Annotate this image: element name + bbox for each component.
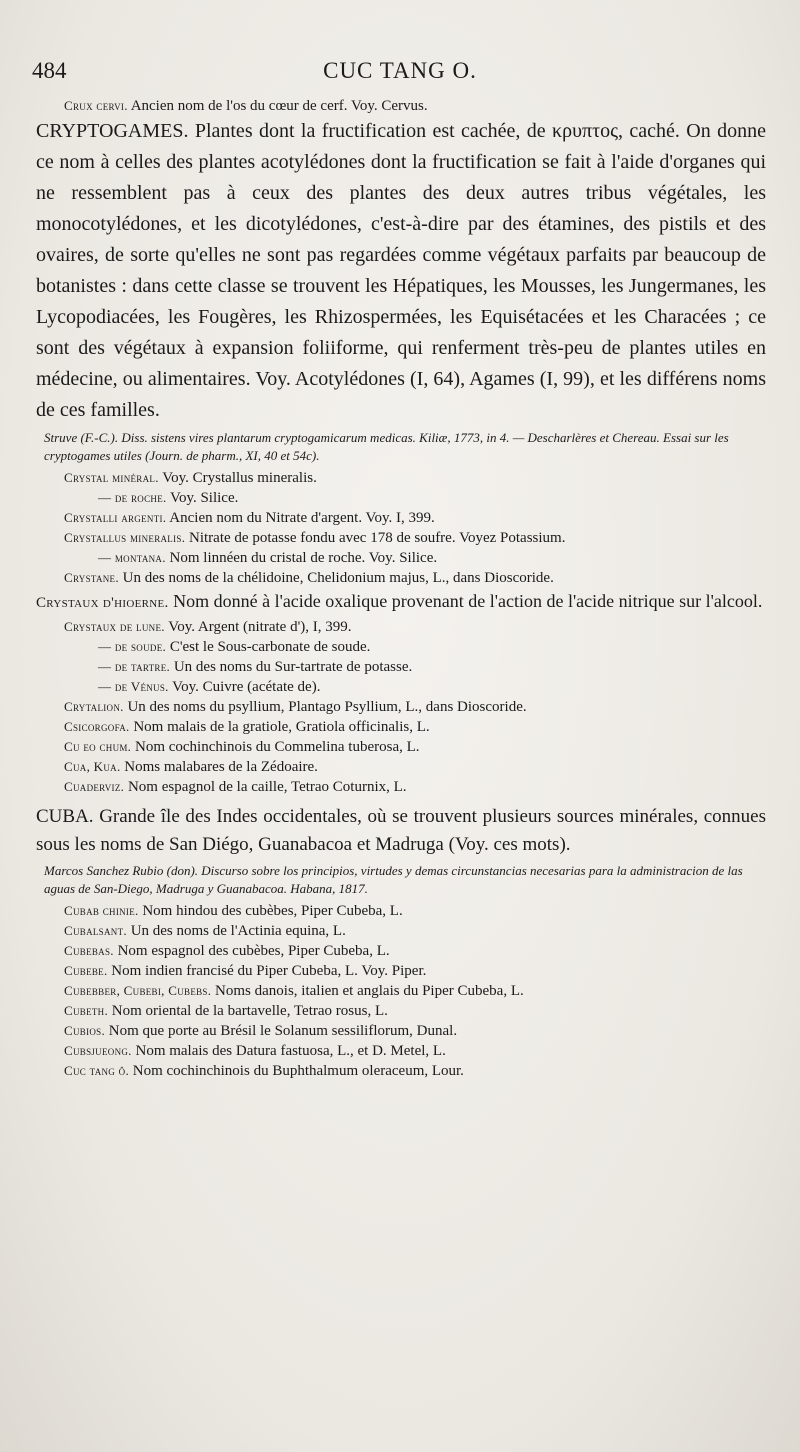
entry-term: Cubsjueong.: [64, 1043, 132, 1058]
entry-text: Nitrate de potasse fondu avec 178 de soufre. Voyez Potassium.: [185, 530, 566, 546]
entry-cubab-chinie: [36, 901, 766, 921]
page-number: 484: [32, 58, 67, 83]
entry-term: — montana.: [98, 550, 166, 565]
dictionary-column: [36, 96, 766, 1081]
entry-text: Nom linnéen du cristal de roche. Voy. Silice.: [165, 550, 438, 566]
entry-term: — de roche.: [98, 490, 167, 505]
entry-term: Cu eo chum.: [64, 739, 132, 754]
entry-crystaux-lune: [36, 617, 766, 637]
entry-term: CUBA.: [36, 806, 94, 827]
entry-text: Nom cochinchinois du Commelina tuberosa, L.: [131, 739, 420, 755]
entry-text: Voy. Argent (nitrate d'), I, 399.: [164, 619, 352, 635]
entry-term: Crystalli argenti.: [64, 510, 167, 525]
entry-text: Nom malais des Datura fastuosa, L., et D. Metel, L.: [131, 1043, 446, 1059]
entry-term: — de soude.: [98, 639, 167, 654]
reference-sanchez-rubio: Marcos Sanchez Rubio (don). Discurso sobre los principios, virtudes y demas circunstancias necesarias para la administracion de las aguas de San-Diego, Madruga y Guanabacoa. Habana, 1817.: [44, 863, 743, 896]
entry-text: Voy. Crystallus mineralis.: [158, 470, 317, 486]
entry-crystallus-montana: [36, 548, 766, 568]
running-title: CUC TANG O.: [323, 58, 477, 83]
entry-term: CRYPTOGAMES.: [36, 120, 189, 142]
entry-text: Grande île des Indes occidentales, où se trouvent plusieurs sources minérales, connues sous les noms de San Diégo, Guanabacoa et Madruga (Voy. ces mots).: [36, 806, 766, 855]
entry-term: — de tartre.: [98, 659, 171, 674]
entry-crystaux-tartre: [36, 657, 766, 677]
entry-text: Noms danois, italien et anglais du Piper Cubeba, L.: [211, 983, 524, 999]
entry-csicorgofa: [36, 717, 766, 737]
entry-text: Nom malais de la gratiole, Gratiola officinalis, L.: [129, 719, 430, 735]
entry-term: — de Vénus.: [98, 679, 169, 694]
entry-term: Crystane.: [64, 570, 119, 585]
entry-cuc-tang-o: [36, 1061, 766, 1081]
entry-cu-eo-chum: [36, 737, 766, 757]
entry-cubebe: [36, 961, 766, 981]
entry-term: Cubebber, Cubebi, Cubebs.: [64, 983, 212, 998]
entry-cryptogames: [36, 116, 766, 426]
entry-crytalion: [36, 697, 766, 717]
entry-term: Cubebe.: [64, 963, 108, 978]
entry-term: Cubios.: [64, 1023, 106, 1038]
entry-cuba: [36, 803, 766, 859]
entry-cubeth: [36, 1001, 766, 1021]
entry-term: Crystal minéral.: [64, 470, 159, 485]
entry-crystallus-mineralis: [36, 528, 766, 548]
entry-text: Plantes dont la fructification est cachée, de κρυπτος, caché. On donne ce nom à celles des plantes acotylédones dont la fructification se fait à l'aide d'organes qui ne ressemblent pas à ceux des plantes des deux autres tribus végétales, les monocotylédones, et les dicotylédones, c'est-à-dire par des étamines, des pistils et des ovaires, de sorte qu'elles ne sont pas regardées comme végétaux parfaits par beaucoup de botanistes : dans cette classe se trouvent les Hépatiques, les Mousses, les Jungermanes, les Lycopodiacées, les Fougères, les Rhizospermées, les Equisétacées et les Characées ; ce sont des végétaux à expansion foliiforme, qui renferment très-peu de plantes utiles en médecine, ou alimentaires. Voy. Acotylédones (I, 64), Agames (I, 99), et les différens noms de ces familles.: [36, 120, 766, 421]
reference-struve: Struve (F.-C.). Diss. sistens vires plantarum cryptogamicarum medicas. Kiliæ, 1773, in 4. — Descharlères et Chereau. Essai sur les cryptogames utiles (Journ. de pharm., XI, 40 et 54c).: [44, 430, 729, 463]
entry-text: Un des noms de la chélidoine, Chelidonium majus, L., dans Dioscoride.: [118, 570, 554, 586]
entry-text: Nom indien francisé du Piper Cubeba, L. Voy. Piper.: [107, 963, 427, 979]
entry-text: Noms malabares de la Zédoaire.: [120, 759, 318, 775]
entry-crux-cervi: [36, 96, 766, 116]
entry-term: Crystallus mineralis.: [64, 530, 186, 545]
entry-text: Nom hindou des cubèbes, Piper Cubeba, L.: [138, 903, 403, 919]
entry-term: Cubebas.: [64, 943, 114, 958]
entry-crystaux-hioerne: [36, 588, 766, 617]
entry-term: Crytalion.: [64, 699, 124, 714]
entry-crystal-mineral: [36, 468, 766, 488]
entry-term: Cua, Kua.: [64, 759, 121, 774]
entry-crystaux-soude: [36, 637, 766, 657]
entry-text: Un des noms de l'Actinia equina, L.: [126, 923, 346, 939]
entry-text: C'est le Sous-carbonate de soude.: [166, 639, 371, 655]
entry-text: Ancien nom du Nitrate d'argent. Voy. I, 399.: [166, 510, 435, 526]
entry-text: Nom espagnol de la caille, Tetrao Coturnix, L.: [124, 779, 407, 795]
entry-cubebas: [36, 941, 766, 961]
entry-term: Csicorgofa.: [64, 719, 130, 734]
entry-cubalsant: [36, 921, 766, 941]
entry-cubsjueong: [36, 1041, 766, 1061]
entry-text: Un des noms du Sur-tartrate de potasse.: [170, 659, 413, 675]
entry-text: Nom espagnol des cubèbes, Piper Cubeba, L.: [113, 943, 390, 959]
entry-text: Un des noms du psyllium, Plantago Psyllium, L., dans Dioscoride.: [123, 699, 527, 715]
entry-text: Ancien nom de l'os du cœur de cerf. Voy. Cervus.: [127, 98, 428, 114]
entry-term: Crystaux de lune.: [64, 619, 165, 634]
entry-cuaderviz: [36, 777, 766, 797]
page-header: [30, 58, 770, 90]
entry-text: Nom donné à l'acide oxalique provenant de l'action de l'acide nitrique sur l'alcool.: [168, 591, 763, 611]
entry-text: Voy. Cuivre (acétate de).: [168, 679, 321, 695]
entry-term: Crystaux d'hioerne.: [36, 595, 169, 611]
entry-term: Cubeth.: [64, 1003, 109, 1018]
entry-crystalli-argenti: [36, 508, 766, 528]
entry-cua-kua: [36, 757, 766, 777]
entry-term: Cubalsant.: [64, 923, 127, 938]
entry-term: Cuc tang ô.: [64, 1063, 129, 1078]
entry-text: Nom que porte au Brésil le Solanum sessiliflorum, Dunal.: [105, 1023, 458, 1039]
entry-text: Nom oriental de la bartavelle, Tetrao rosus, L.: [108, 1003, 388, 1019]
entry-crystane: [36, 568, 766, 588]
entry-term: Crux cervi.: [64, 98, 128, 113]
entry-cubebber: [36, 981, 766, 1001]
entry-cubios: [36, 1021, 766, 1041]
entry-crystal-roche: [36, 488, 766, 508]
entry-text: Nom cochinchinois du Buphthalmum oleraceum, Lour.: [129, 1063, 464, 1079]
entry-text: Voy. Silice.: [166, 490, 239, 506]
entry-term: Cubab chinie.: [64, 903, 139, 918]
entry-crystaux-venus: [36, 677, 766, 697]
entry-term: Cuaderviz.: [64, 779, 125, 794]
